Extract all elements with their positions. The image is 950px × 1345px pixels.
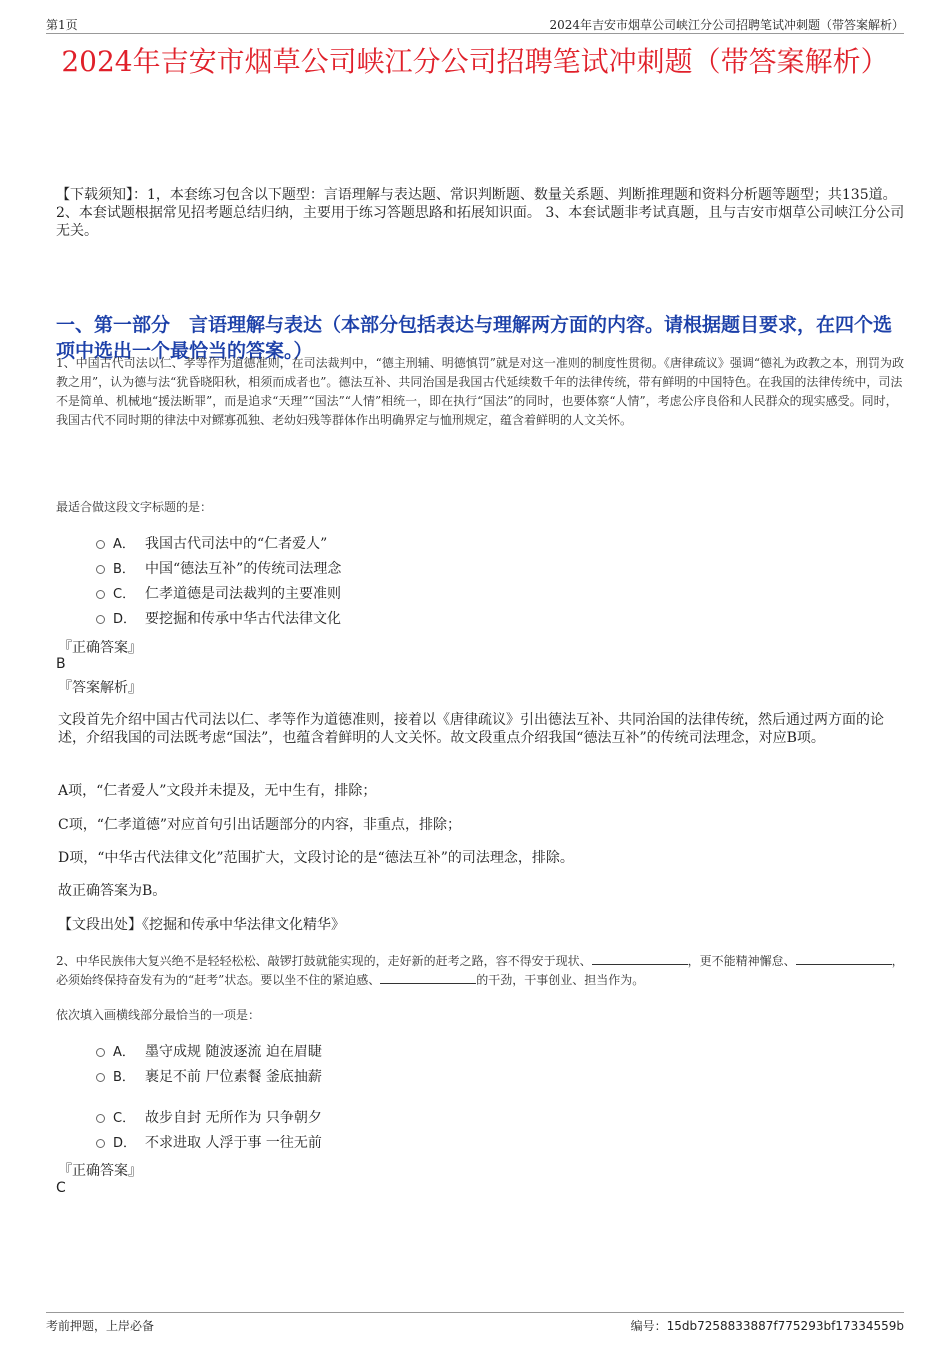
- radio-icon[interactable]: [96, 1073, 105, 1082]
- option-c[interactable]: [96, 580, 796, 605]
- question-2-options-continued: [96, 1104, 796, 1154]
- question-2-text-part: ，必须始终保持奋发有为的“赶考”状态。要以坐不住的紧迫感、: [56, 954, 904, 987]
- analysis-paragraph: 文段首先介绍中国古代司法以仁、孝等作为道德准则，接着以《唐律疏议》引出德法互补、共同治国的法律传统，然后通过两方面的论述，介绍我国的司法既考虑“国法”，也蕴含着鲜明的人文关怀。故文段重点介绍我国“德法互补”的传统司法理念，对应B项。: [58, 712, 884, 746]
- option-text: 故步自封 无所作为 只争朝夕: [145, 1109, 322, 1126]
- option-letter: B．: [113, 562, 135, 577]
- question-1-options: [96, 530, 796, 630]
- option-text: 仁孝道德是司法裁判的主要准则: [145, 585, 341, 602]
- radio-icon[interactable]: [96, 1048, 105, 1057]
- question-2-options: [96, 1038, 796, 1088]
- analysis-label: 『答案解析』: [58, 680, 142, 696]
- header-doc-title: 2024年吉安市烟草公司峡江分公司招聘笔试冲刺题（带答案解析）: [549, 18, 904, 32]
- question-2-prompt: 依次填入画横线部分最恰当的一项是：: [56, 1008, 261, 1022]
- option-d[interactable]: [96, 605, 796, 630]
- option-text: 墨守成规 随波逐流 迫在眉睫: [145, 1043, 322, 1060]
- analysis-conclusion: 故正确答案为B。: [58, 883, 167, 899]
- option-c[interactable]: [96, 1104, 796, 1129]
- option-d[interactable]: [96, 1129, 796, 1154]
- code-value: 15db7258833887f775293bf17334559b: [666, 1319, 904, 1333]
- option-text: 中国“德法互补”的传统司法理念: [145, 560, 342, 577]
- option-b[interactable]: [96, 1063, 796, 1088]
- fill-blank[interactable]: [380, 972, 476, 984]
- fill-blank[interactable]: [796, 953, 892, 965]
- option-text: 要挖掘和传承中华古代法律文化: [145, 610, 341, 627]
- option-letter: C．: [113, 587, 136, 602]
- option-b[interactable]: [96, 555, 796, 580]
- option-letter: D．: [113, 1136, 137, 1151]
- download-notice: 【下载须知】：1，本套练习包含以下题型：言语理解与表达题、常识判断题、数量关系题、判断推理题和资料分析题等题型；共135道。 2、本套试题根据常见招考题总结归纳，主要用于练习答题思路和拓展知识面。 3、本套试题非考试真题，且与吉安市烟草公司峡江分公司无关。: [56, 187, 905, 239]
- question-2-text-part: 2、中华民族伟大复兴绝不是轻轻松松、敲锣打鼓就能实现的，走好新的赶考之路，容不得安于现状、: [56, 954, 592, 968]
- option-letter: A．: [113, 537, 135, 552]
- question-1-text: 1、中国古代司法以仁、孝等作为道德准则，在司法裁判中，“德主刑辅、明德慎罚”就是对这一准则的制度性贯彻。《唐律疏议》强调“德礼为政教之本，刑罚为政教之用”，认为德与法“犹昏晓阳秋，相须而成者也”。德法互补、共同治国是我国古代延续数千年的法律传统，带有鲜明的中国特色。在我国的法律传统中，司法不是简单、机械地“援法断罪”，而是追求“天理”“国法”“人情”相统一，即在执行“国法”的同时，也要体察“人情”，考虑公序良俗和人民群众的现实感受。同时，我国古代不同时期的律法中对鳏寡孤独、老幼妇残等群体作出明确界定与恤刑规定，蕴含着鲜明的人文关怀。: [56, 356, 905, 427]
- correct-answer: B: [56, 656, 66, 672]
- question-2-text: [56, 952, 906, 990]
- radio-icon[interactable]: [96, 1114, 105, 1123]
- radio-icon[interactable]: [96, 1139, 105, 1148]
- correct-answer-label: 『正确答案』: [58, 1163, 142, 1179]
- radio-icon[interactable]: [96, 540, 105, 549]
- section-title: 一、第一部分 言语理解与表达（本部分包括表达与理解两方面的内容。请根据题目要求，在四个选项中选出一个最恰当的答案。）: [56, 314, 893, 362]
- correct-answer-label: 『正确答案』: [58, 640, 142, 656]
- analysis-paragraph: A项，“仁者爱人”文段并未提及，无中生有，排除；: [58, 783, 377, 799]
- analysis-paragraph: D项，“中华古代法律文化”范围扩大，文段讨论的是“德法互补”的司法理念，排除。: [58, 850, 574, 866]
- footer-slogan: 考前押题，上岸必备: [46, 1319, 155, 1333]
- page-number: 第1页: [46, 18, 78, 32]
- page-footer: [46, 1312, 904, 1336]
- analysis-paragraph: C项，“仁孝道德”对应首句引出话题部分的内容，非重点，排除；: [58, 817, 462, 833]
- fill-blank[interactable]: [592, 953, 688, 965]
- radio-icon[interactable]: [96, 590, 105, 599]
- option-text: 我国古代司法中的“仁者爱人”: [145, 535, 328, 552]
- option-letter: A．: [113, 1045, 135, 1060]
- question-2-text-part: ，更不能精神懈怠、: [687, 954, 796, 968]
- document-code: [631, 1317, 904, 1334]
- option-letter: D．: [113, 612, 137, 627]
- option-letter: B．: [113, 1070, 135, 1085]
- option-a[interactable]: [96, 1038, 796, 1063]
- document-title: 2024年吉安市烟草公司峡江分公司招聘笔试冲刺题（带答案解析）: [61, 45, 889, 78]
- option-a[interactable]: [96, 530, 796, 555]
- option-text: 裹足不前 尸位素餐 釜底抽薪: [145, 1068, 322, 1085]
- option-text: 不求进取 人浮于事 一往无前: [145, 1134, 322, 1151]
- correct-answer: C: [56, 1180, 66, 1196]
- code-label: 编号：: [630, 1319, 667, 1333]
- question-1-prompt: 最适合做这段文字标题的是：: [56, 500, 213, 514]
- analysis-source: 【文段出处】《挖掘和传承中华法律文化精华》: [58, 917, 345, 933]
- page-header: [46, 14, 904, 34]
- question-2-text-part: 的干劲，干事创业、担当作为。: [476, 973, 645, 987]
- radio-icon[interactable]: [96, 615, 105, 624]
- radio-icon[interactable]: [96, 565, 105, 574]
- option-letter: C．: [113, 1111, 136, 1126]
